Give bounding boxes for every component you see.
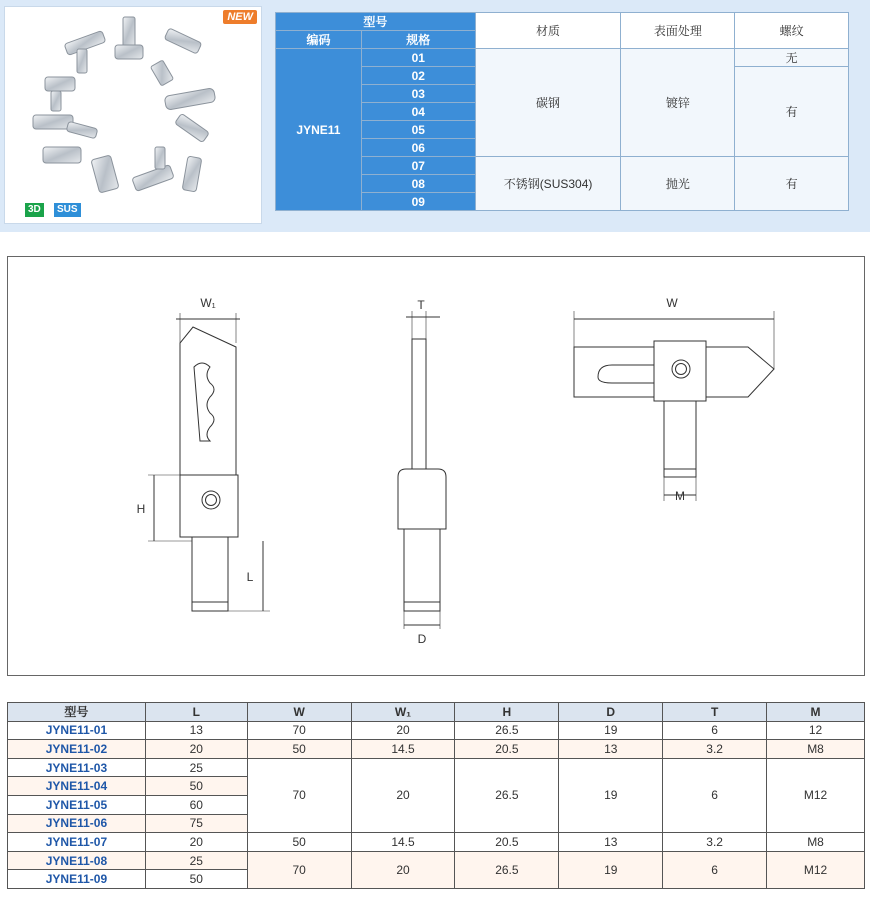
spec-cell: 08 [361,175,475,193]
thread-yes: 有 [735,67,849,157]
l-cell: 60 [145,795,247,814]
latch-parts-image [5,7,261,223]
surface-zinc: 镀锌 [621,49,735,157]
header-model: 型号 [276,13,476,31]
model-cell: JYNE11-09 [8,870,146,889]
surface-polish: 抛光 [621,157,735,211]
t-cell: 6 [663,758,767,832]
col-d: D [559,703,663,722]
spec-cell: 06 [361,139,475,157]
label-d: D [417,632,427,646]
spec-cell: 03 [361,85,475,103]
material-carbon: 碳钢 [475,49,621,157]
spec-cell: 05 [361,121,475,139]
model-cell: JYNE11-04 [8,777,146,796]
l-cell: 50 [145,777,247,796]
w-cell: 70 [247,851,351,888]
h-cell: 26.5 [455,851,559,888]
d-cell: 19 [559,721,663,740]
spec-cell: 01 [361,49,475,67]
d-cell: 19 [559,851,663,888]
l-cell: 25 [145,851,247,870]
front-view [148,313,270,611]
m-cell: M12 [767,758,865,832]
col-w: W [247,703,351,722]
table-row [8,851,865,870]
thread-yes-2: 有 [735,157,849,211]
spec-table [275,12,849,211]
label-h: H [136,502,146,516]
product-header-band [0,0,870,232]
l-cell: 25 [145,758,247,777]
t-cell: 3.2 [663,740,767,759]
table-header-row [8,703,865,722]
w-cell: 50 [247,740,351,759]
t-cell: 6 [663,721,767,740]
header-spec: 规格 [361,31,475,49]
m-cell: M8 [767,740,865,759]
model-cell: JYNE11-08 [8,851,146,870]
spec-cell: 04 [361,103,475,121]
col-m: M [767,703,865,722]
h-cell: 26.5 [455,758,559,832]
table-row [8,758,865,777]
col-h: H [455,703,559,722]
col-l: L [145,703,247,722]
header-surface: 表面处理 [621,13,735,49]
w1-cell: 20 [351,851,455,888]
model-cell: JYNE11-03 [8,758,146,777]
label-m: M [675,489,685,503]
d-cell: 19 [559,758,663,832]
m-cell: M8 [767,833,865,852]
table-row [8,740,865,759]
header-thread: 螺纹 [735,13,849,49]
w-cell: 70 [247,721,351,740]
d-cell: 13 [559,833,663,852]
header-code: 编码 [276,31,362,49]
model-cell: JYNE11-01 [8,721,146,740]
l-cell: 20 [145,740,247,759]
w1-cell: 20 [351,721,455,740]
m-cell: M12 [767,851,865,888]
product-photo [4,6,262,224]
col-t: T [663,703,767,722]
l-cell: 75 [145,814,247,833]
code-cell: JYNE11 [276,49,362,211]
model-cell: JYNE11-05 [8,795,146,814]
m-cell: 12 [767,721,865,740]
spec-cell: 02 [361,67,475,85]
label-l: L [246,570,254,584]
3d-tag: 3D [25,203,44,217]
model-cell: JYNE11-07 [8,833,146,852]
table-row [8,833,865,852]
model-cell: JYNE11-02 [8,740,146,759]
t-cell: 3.2 [663,833,767,852]
header-material: 材质 [475,13,621,49]
side-view [398,311,446,629]
w-cell: 70 [247,758,351,832]
label-w: W [666,296,678,310]
sus-tag: SUS [54,203,81,217]
technical-drawing [7,256,865,676]
spec-cell: 09 [361,193,475,211]
w1-cell: 14.5 [351,833,455,852]
w-cell: 50 [247,833,351,852]
l-cell: 50 [145,870,247,889]
thread-none: 无 [735,49,849,67]
dimension-table [7,702,865,889]
h-cell: 20.5 [455,833,559,852]
t-cell: 6 [663,851,767,888]
model-cell: JYNE11-06 [8,814,146,833]
top-view [574,311,774,501]
w1-cell: 20 [351,758,455,832]
col-w1: W₁ [351,703,455,722]
d-cell: 13 [559,740,663,759]
label-w1: W₁ [200,296,216,310]
new-badge: NEW [223,10,257,24]
spec-cell: 07 [361,157,475,175]
col-model: 型号 [8,703,146,722]
material-stainless: 不锈钢(SUS304) [475,157,621,211]
h-cell: 20.5 [455,740,559,759]
w1-cell: 14.5 [351,740,455,759]
h-cell: 26.5 [455,721,559,740]
l-cell: 13 [145,721,247,740]
l-cell: 20 [145,833,247,852]
table-row [8,721,865,740]
label-t: T [417,298,425,312]
